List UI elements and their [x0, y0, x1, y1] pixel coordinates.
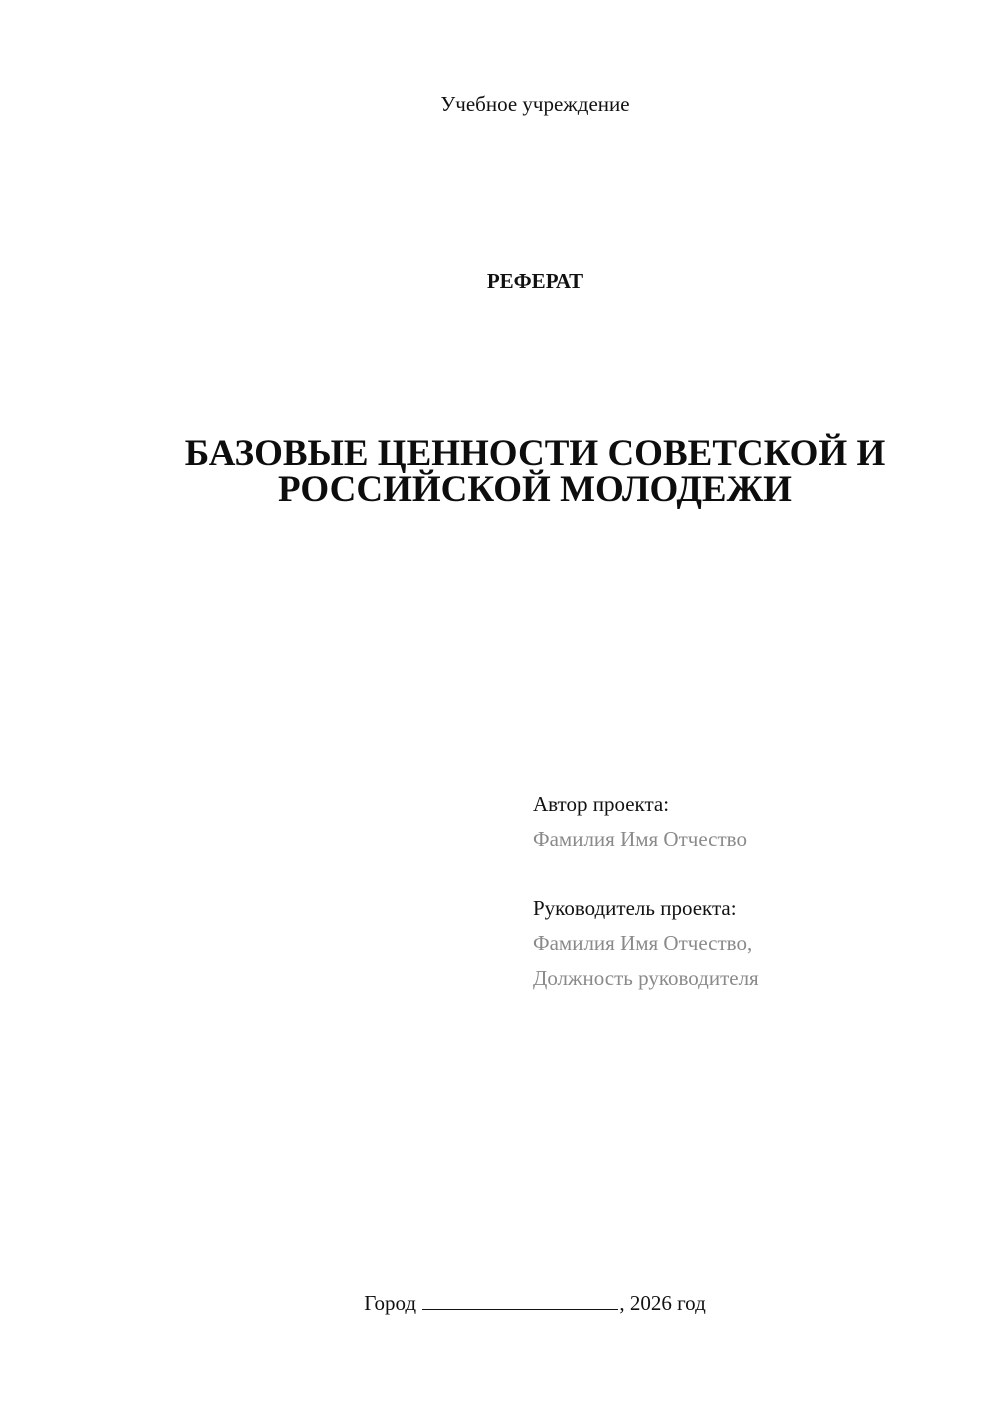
- document-title: [120, 433, 950, 510]
- document-type: РЕФЕРАТ: [486, 269, 584, 293]
- title-line-2: РОССИЙСКОЙ МОЛОДЕЖИ: [278, 469, 792, 510]
- title-line-1: БАЗОВЫЕ ЦЕННОСТИ СОВЕТСКОЙ И: [184, 433, 886, 474]
- city-label: Город: [364, 1291, 417, 1315]
- supervisor-name-placeholder: Фамилия Имя Отчество,: [533, 931, 753, 955]
- supervisor-position-placeholder: Должность руководителя: [533, 966, 759, 990]
- author-label: Автор проекта:: [533, 792, 670, 816]
- institution-name: Учебное учреждение: [440, 92, 630, 116]
- supervisor-label: Руководитель проекта:: [533, 896, 737, 920]
- city-blank-line: [422, 1290, 618, 1310]
- year-text: , 2026 год: [619, 1291, 706, 1315]
- spacer: [533, 857, 953, 891]
- project-info-block: [533, 787, 953, 996]
- author-name-placeholder: Фамилия Имя Отчество: [533, 827, 747, 851]
- city-year-line: [0, 1290, 1000, 1316]
